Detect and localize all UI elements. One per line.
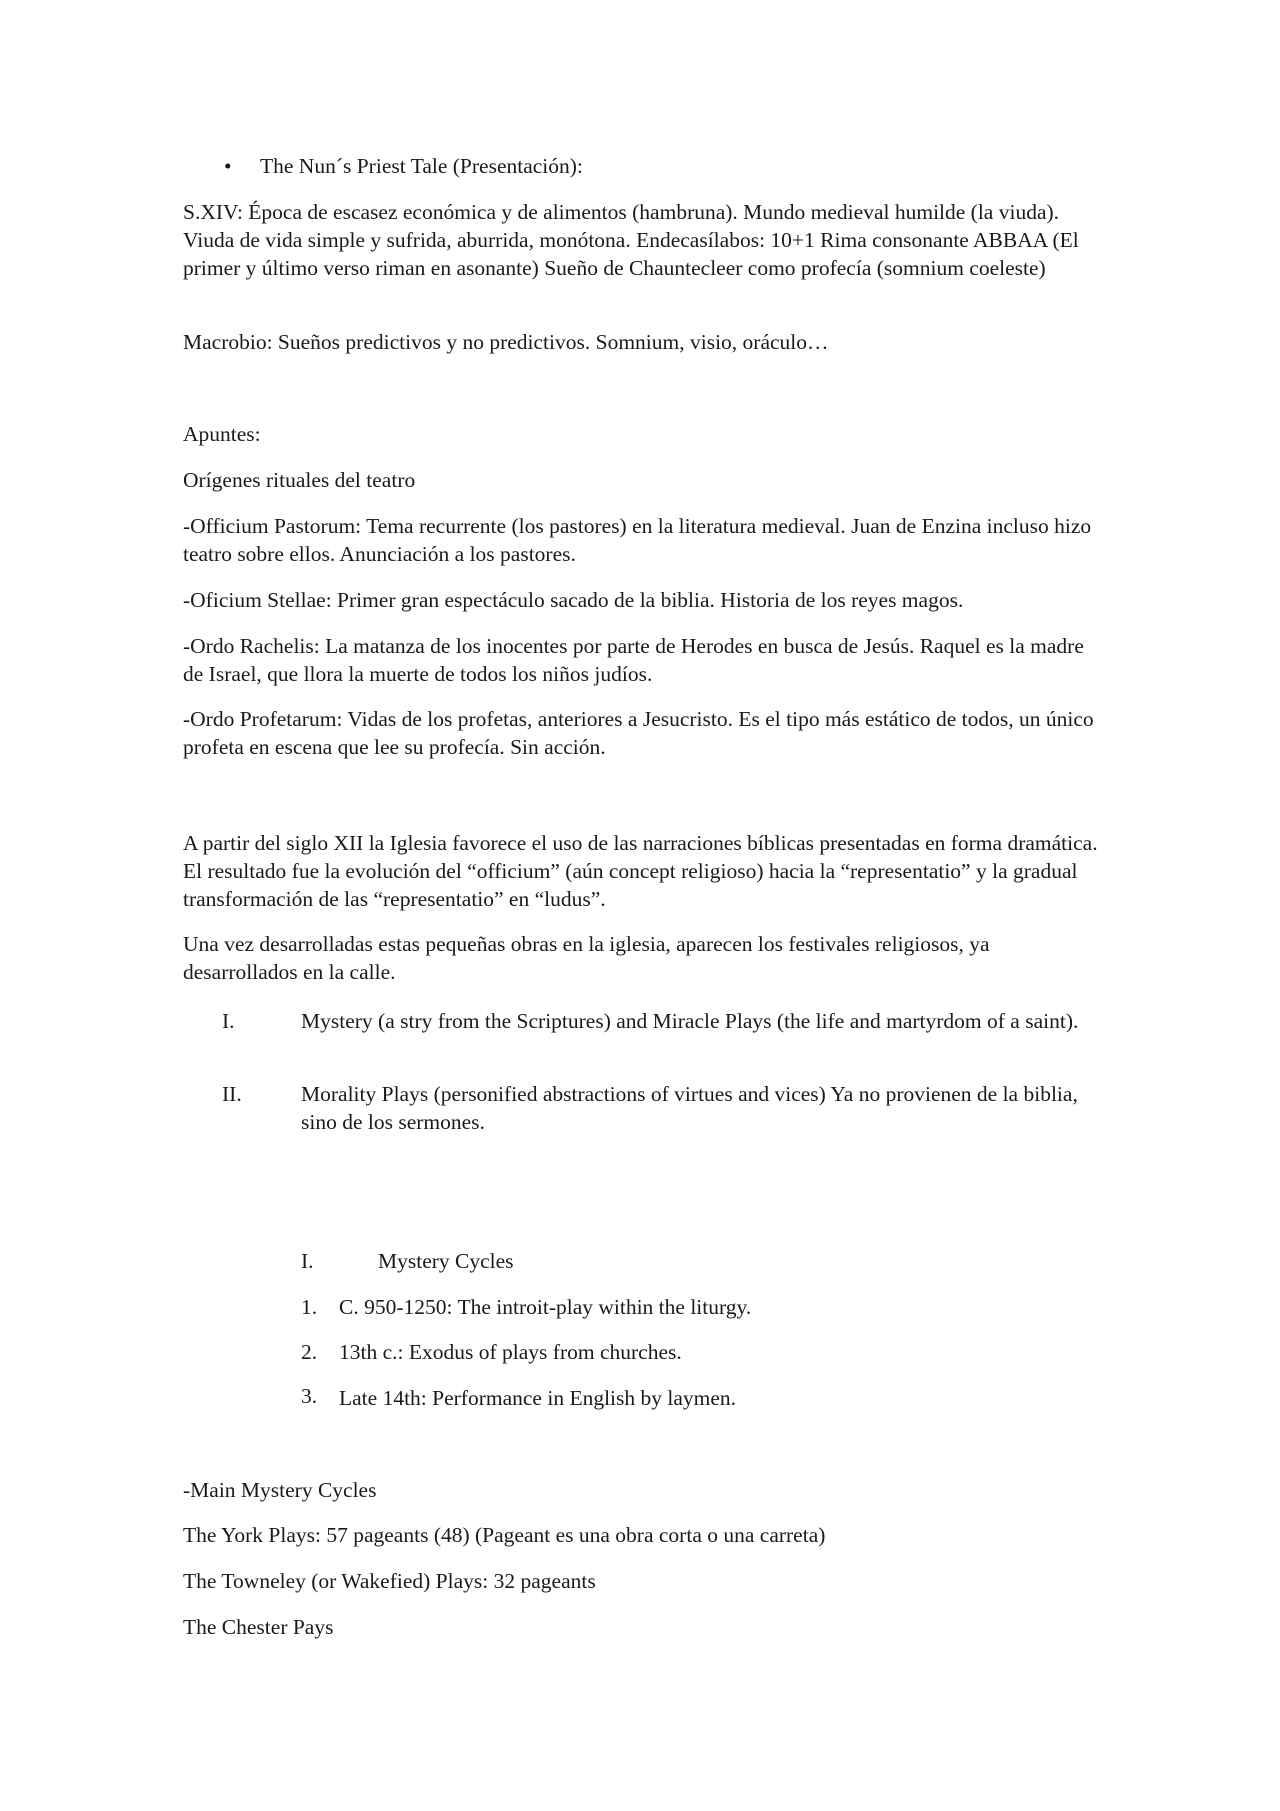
apuntes-label: Apuntes: [183,422,261,446]
ritual-item-ordo-rachelis: -Ordo Rachelis: La matanza de los inocentes por parte de Herodes en busca de Jesús. Raquel es la madre de Israel, que llora la muerte de todos los niños judíos. [183,634,1084,686]
list-item-number: 1. [301,1295,318,1319]
evolution-paragraph-1: A partir del siglo XII la Iglesia favorece el uso de las narraciones bíblicas presentadas en forma dramática. El resultado fue la evolución del “officium” (aún concept religioso) hacia la “representatio” y la gradual transformación de las “representatio” en “ludus”. [183,831,1098,911]
list-item-text: C. 950-1250: The introit-play within the liturgy. [339,1295,752,1319]
main-cycle-towneley: The Towneley (or Wakefied) Plays: 32 pageants [183,1569,596,1593]
nuns-tale-paragraph-2: Macrobio: Sueños predictivos y no predictivos. Somnium, visio, oráculo… [183,330,829,354]
mystery-cycles-number: I. [301,1249,314,1273]
ritual-item-oficium-stellae: -Oficium Stellae: Primer gran espectáculo sacado de la biblia. Historia de los reyes magos. [183,588,964,612]
list-item-number: 3. [301,1384,318,1408]
evolution-paragraph-2: Una vez desarrolladas estas pequeñas obras en la iglesia, aparecen los festivales religiosos, ya desarrollados en la calle. [183,932,990,984]
list-item-text: Late 14th: Performance in English by laymen. [339,1386,737,1410]
nuns-tale-paragraph-1: S.XIV: Época de escasez económica y de alimentos (hambruna). Mundo medieval humilde (la viuda). Viuda de vida simple y sufrida, aburrida, monótona. Endecasílabos: 10+1 Rima consonante ABBAA (El primer y último verso riman en asonante) Sueño de Chauntecleer como profecía (somnium coeleste) [183,200,1079,280]
list-item-number: II. [222,1082,242,1106]
mystery-cycles-title: Mystery Cycles [378,1249,514,1273]
ritual-item-officium-pastorum: -Officium Pastorum: Tema recurrente (los pastores) en la literatura medieval. Juan de Enzina incluso hizo teatro sobre ellos. Anunciación a los pastores. [183,514,1092,566]
main-cycle-chester: The Chester Pays [183,1615,334,1639]
main-cycle-york: The York Plays: 57 pageants (48) (Pageant es una obra corta o una carreta) [183,1523,826,1547]
list-item-number: I. [222,1009,235,1033]
list-item-number: 2. [301,1340,318,1364]
ritual-item-ordo-profetarum: -Ordo Profetarum: Vidas de los profetas, anteriores a Jesucristo. Es el tipo más estático de todos, un único profeta en escena que lee su profecía. Sin acción. [183,707,1094,759]
nuns-tale-heading: The Nun´s Priest Tale (Presentación): [260,154,583,178]
main-cycles-heading: -Main Mystery Cycles [183,1478,377,1502]
list-item-text: 13th c.: Exodus of plays from churches. [339,1340,682,1364]
list-item-text: Mystery (a stry from the Scriptures) and Miracle Plays (the life and martyrdom of a saint). [301,1009,1079,1033]
bullet-icon: • [224,154,232,178]
list-item-text: Morality Plays (personified abstractions of virtues and vices) Ya no provienen de la biblia, sino de los sermones. [301,1082,1078,1134]
apuntes-subtitle: Orígenes rituales del teatro [183,468,416,492]
